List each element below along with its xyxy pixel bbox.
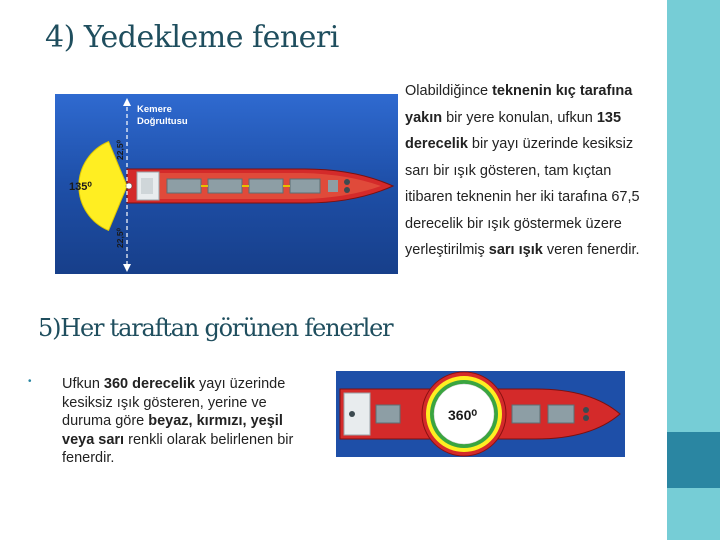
cargo-hatch — [512, 405, 540, 423]
slide-title: 4) Yedekleme feneri — [45, 20, 339, 55]
bow-equipment — [328, 180, 338, 192]
angle-lower-label: 22,5⁰ — [115, 228, 125, 248]
bullet-marker: • — [28, 376, 32, 387]
cargo-hatch — [548, 405, 574, 423]
beam-label-line1: Kemere — [137, 104, 172, 115]
sidebar-accent-middle — [667, 432, 720, 488]
angle-upper-label: 22,5⁰ — [115, 140, 125, 160]
cargo-hatch — [167, 179, 201, 193]
sidebar-accent-bottom — [667, 488, 720, 540]
beam-label-line2: Doğrultusu — [137, 116, 188, 127]
ship-bridge — [141, 178, 153, 194]
cargo-hatch — [376, 405, 400, 423]
cargo-hatch — [208, 179, 242, 193]
stern-light-diagram — [55, 94, 398, 274]
all-round-light-description: Ufkun 360 derecelik yayı üzerinde kesiksiz ışık gösteren, yerine ve duruma göre beyaz, kırmızı, yeşil veya sarı renkli olarak belirlenen bir fenerdir. — [62, 376, 294, 466]
ship-superstructure — [344, 393, 370, 435]
angle-135-label: 135⁰ — [69, 181, 92, 193]
cargo-hatch — [249, 179, 283, 193]
all-round-light-diagram — [336, 371, 625, 457]
angle-360-label: 360⁰ — [448, 407, 477, 423]
stern-light-description: Olabildiğince teknenin kıç tarafına yakın bir yere konulan, ufkun 135 derecelik bir yayı üzerinde kesiksiz sarı bir ışık gösteren, tam kıçtan itibaren teknenin her iki tarafına 67,5 derecelik bir ışık göstermek üzere yerleştirilmiş sarı ışık veren fenerdir. — [405, 83, 640, 258]
section-title: 5)Her taraftan görünen fenerler — [38, 314, 393, 342]
sidebar-accent-top — [667, 0, 720, 432]
cargo-hatch — [290, 179, 320, 193]
